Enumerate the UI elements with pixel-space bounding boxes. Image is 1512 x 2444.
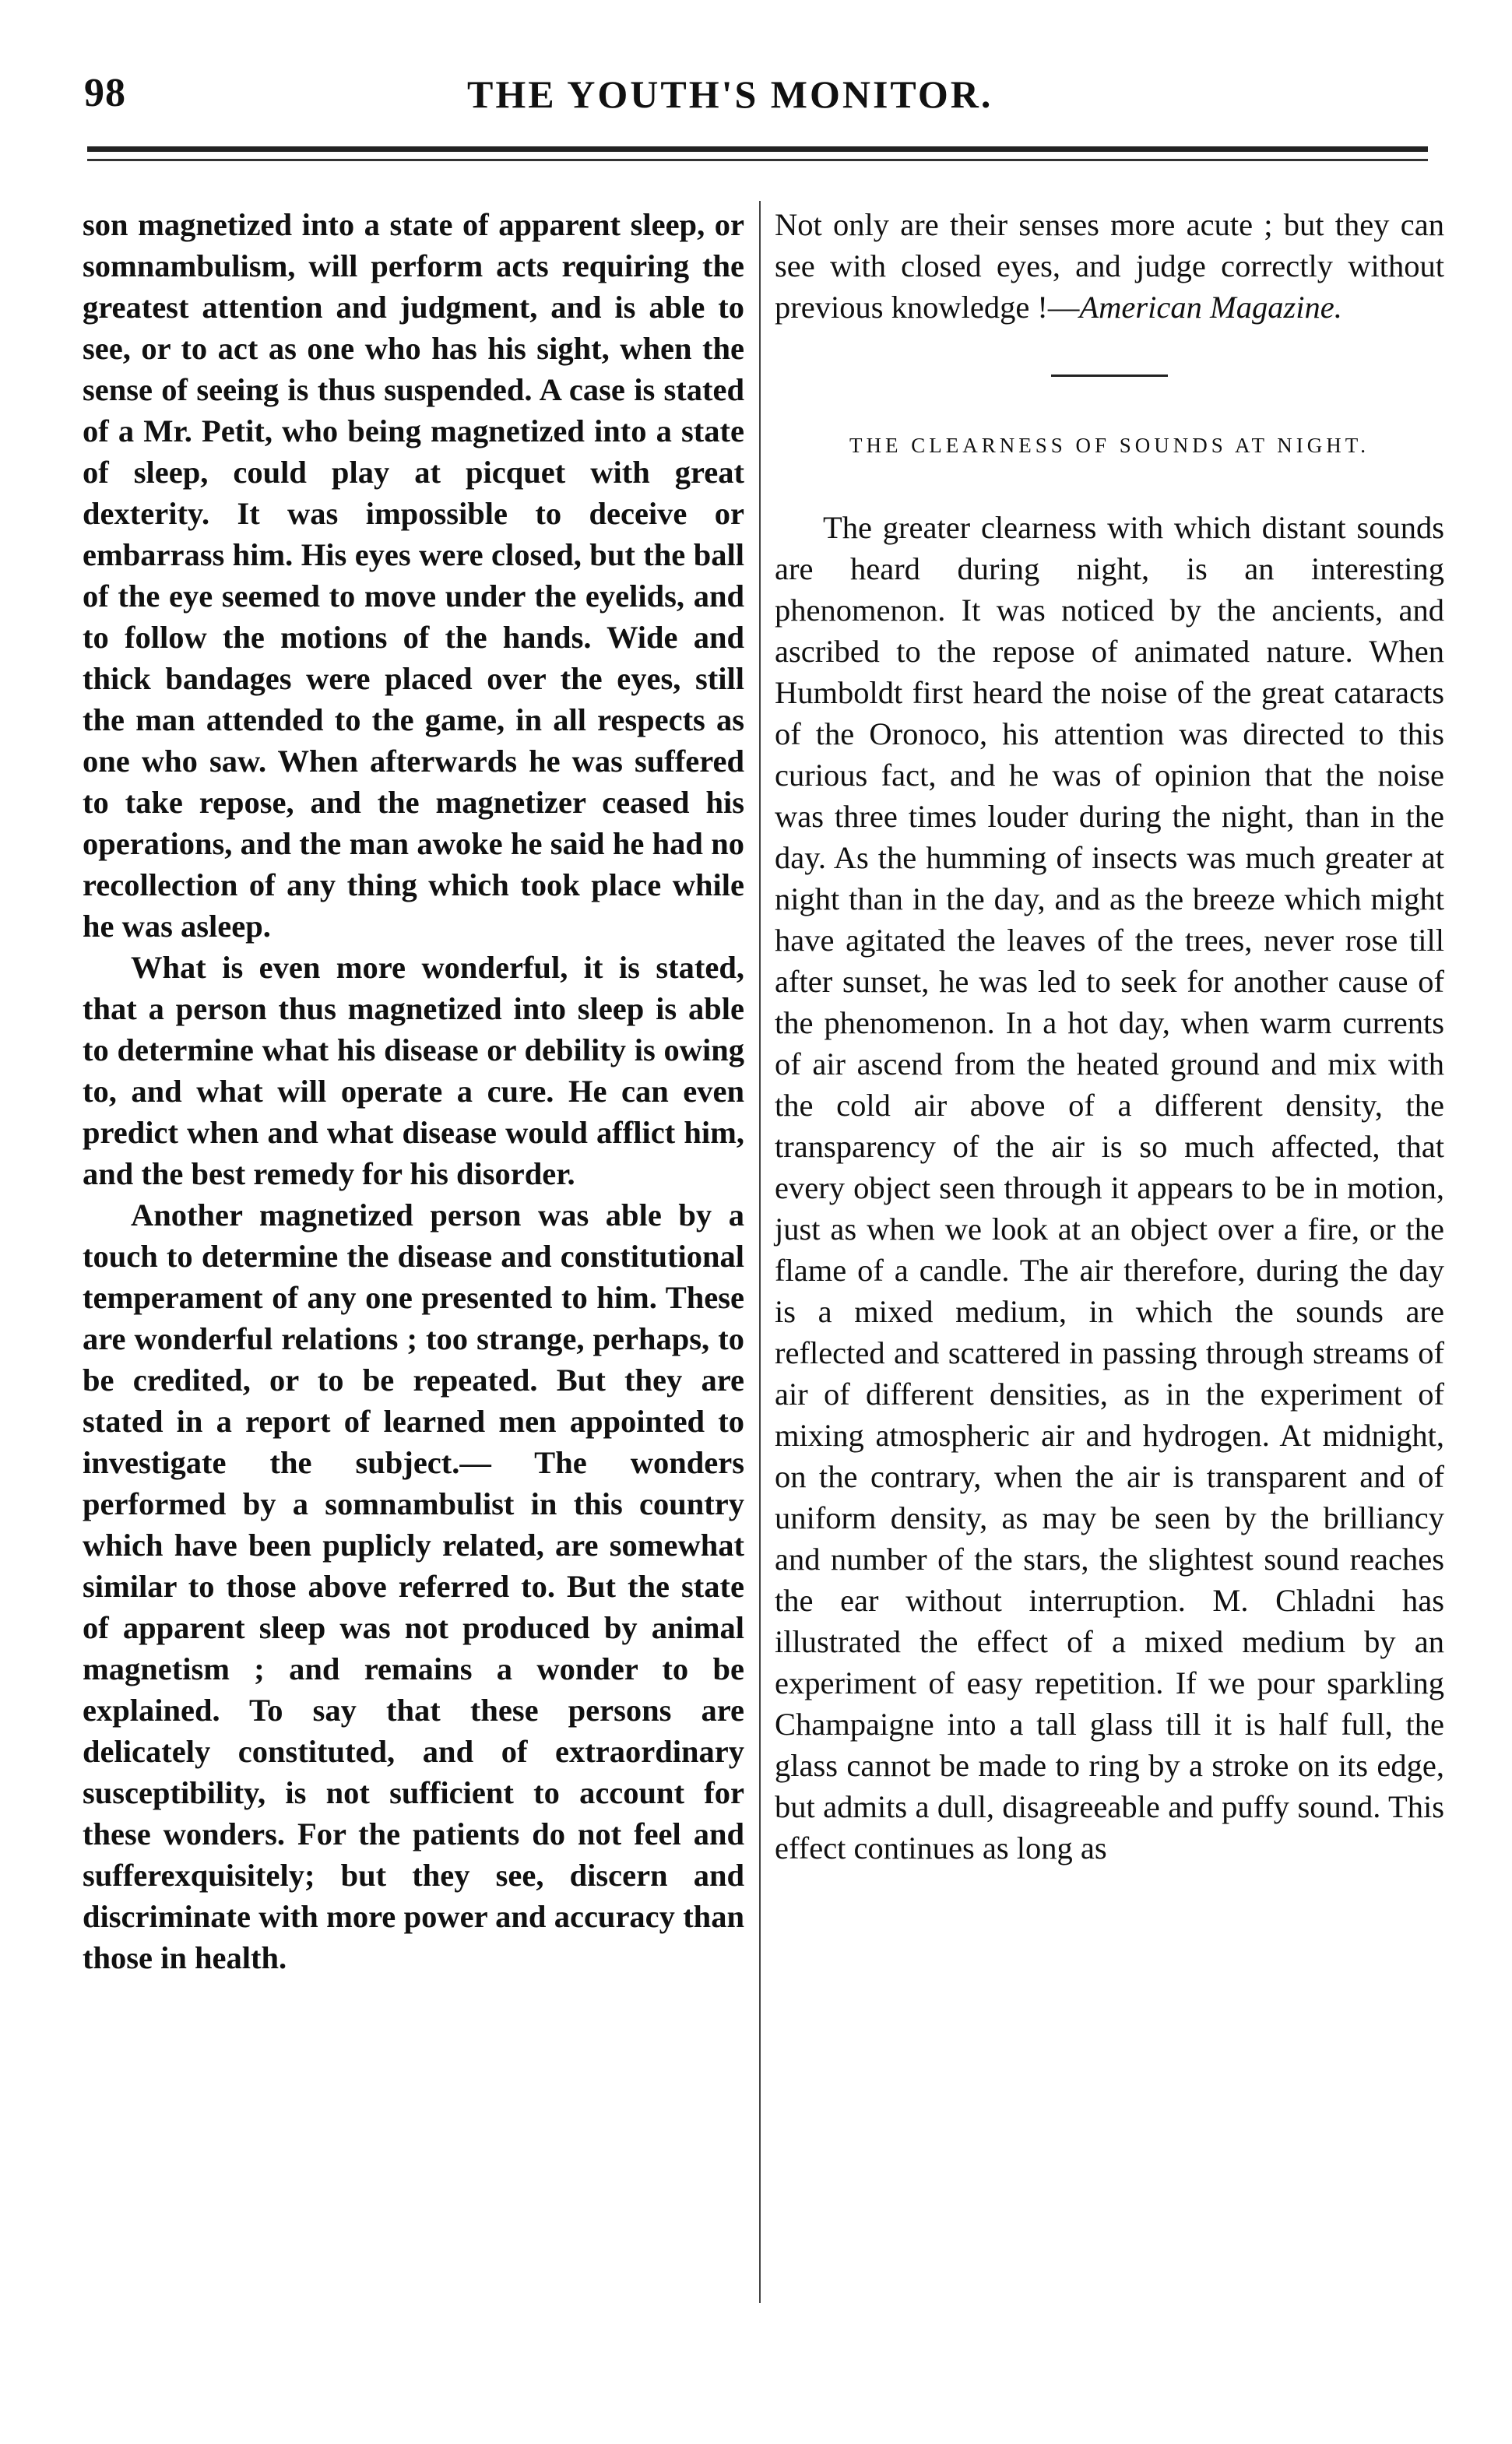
continuation-text: Not only are their senses more acute ; but they can see with closed eyes, and judge correctly without previous knowledge !— xyxy=(775,207,1444,325)
left-column xyxy=(83,204,744,1978)
right-column xyxy=(775,204,1444,1869)
paragraph: Another magnetized person was able by a touch to determine the disease and constitutional temperament of any one presented to him. These are wonderful relations ; too strange, perhaps, to be credited, or to be repeated. But they are stated in a report of learned men appointed to investigate the subject.— The wonders performed by a somnambulist in this country which have been puplicly related, are somewhat similar to those above referred to. But the state of apparent sleep was not produced by animal magnetism ; and remains a wonder to be explained. To say that these persons are delicately constituted, and of extraordinary susceptibility, is not sufficient to account for these wonders. For the patients do not feel and sufferexquisitely; but they see, discern and discriminate with more power and accuracy than those in health. xyxy=(83,1197,744,1975)
column-divider xyxy=(759,201,761,2303)
paragraph: The greater clearness with which distant sounds are heard during night, is an interesting phenomenon. It was noticed by the ancients, and ascribed to the repose of animated nature. When Humboldt first heard the noise of the great cataracts of the Oronoco, his attention was directed to this curious fact, and he was of opinion that the noise was three times louder during the night, than in the day. As the humming of insects was much greater at night than in the day, and as the breeze which might have agitated the leaves of the trees, never rose till after sunset, he was led to seek for another cause of the phenomenon. In a hot day, when warm currents of air ascend from the heated ground and mix with the cold air above of a different density, the transparency of the air is so much affected, that every object seen through it appears to be in motion, just as when we look at an object over a fire, or the flame of a candle. The air therefore, during the day is a mixed medium, in which the sounds are reflected and scattered in passing through streams of air of different densities, as in the experiment of mixing atmospheric air and hydrogen. At midnight, on the contrary, when the air is transparent and of uniform density, as may be seen by the brilliancy and number of the stars, the slightest sound reaches the ear without interruption. M. Chladni has illustrated the effect of a mixed medium by an experiment of easy repetition. If we pour sparkling Champaigne into a tall glass till it is half full, the glass cannot be made to ring by a stroke on its edge, but admits a dull, disagreeable and puffy sound. This effect continues as long as xyxy=(775,510,1444,1866)
paragraph: son magnetized into a state of apparent sleep, or somnambulism, will perform acts requiring the greatest attention and judgment, and is able to see, or to act as one who has his sight, when the sense of seeing is thus suspended. A case is stated of a Mr. Petit, who being magnetized into a state of sleep, could play at picquet with great dexterity. It was impossible to deceive or embarrass him. His eyes were closed, but the ball of the eye seemed to move under the eyelids, and to follow the motions of the hands. Wide and thick bandages were placed over the eyes, still the man attended to the game, in all respects as one who saw. When afterwards he was suffered to take repose, and the magnetizer ceased his operations, and the man awoke he said he had no recollection of any thing which took place while he was asleep. xyxy=(83,207,744,944)
header-rule-thin xyxy=(87,159,1428,161)
section-separator-rule xyxy=(1051,375,1168,377)
source-citation: American Magazine. xyxy=(1079,290,1342,325)
article-continuation xyxy=(775,204,1444,328)
header-rule-thick xyxy=(87,146,1428,152)
paragraph: What is even more wonderful, it is stated, that a person thus magnetized into sleep is able to determine what his disease or debility is owing to, and what will operate a cure. He can even predict when and what disease would afflict him, and the best remedy for his disorder. xyxy=(83,950,744,1191)
section-title: THE CLEARNESS OF SOUNDS AT NIGHT. xyxy=(849,434,1370,457)
running-head: THE YOUTH'S MONITOR. xyxy=(467,72,993,116)
page-number: 98 xyxy=(84,71,126,115)
